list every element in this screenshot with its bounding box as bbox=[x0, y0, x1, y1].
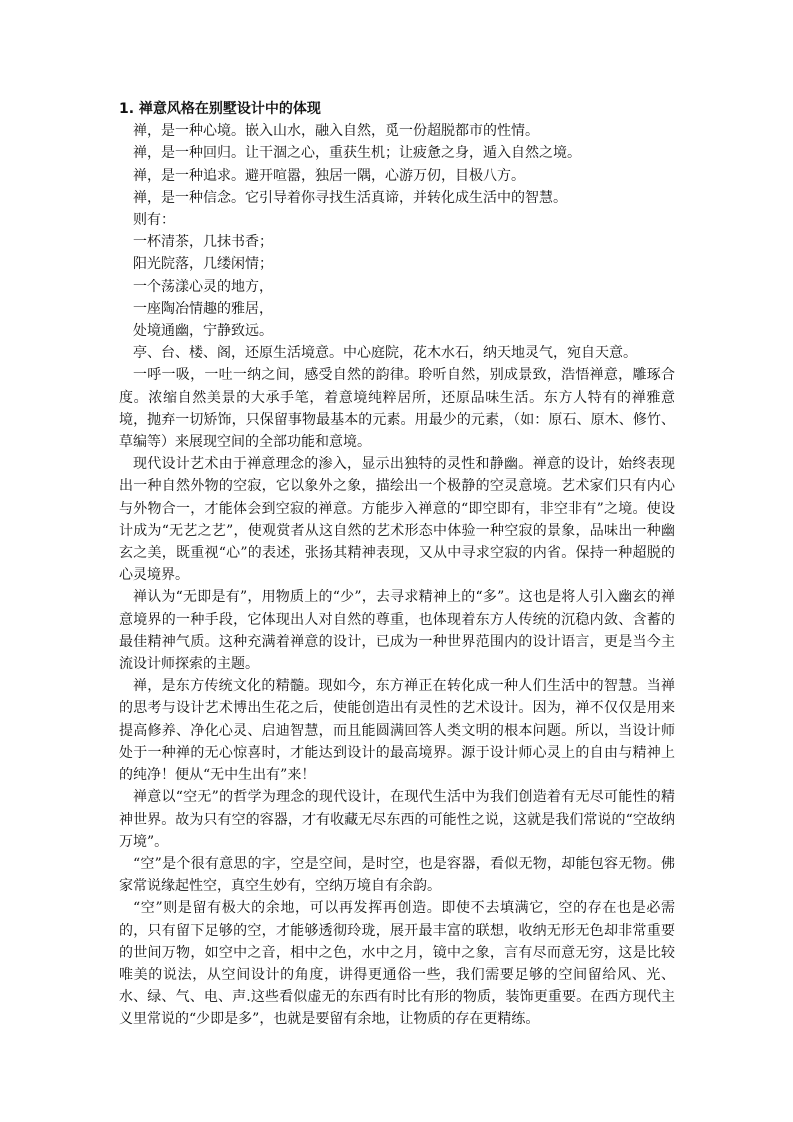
paragraph-kong-zi: “空”是个很有意思的字，空是空间，是时空，也是容器，看似无物，却能包容无物。佛家常说缘起性空，真空生妙有，空纳万境自有余韵。 bbox=[119, 855, 675, 895]
paragraph-kongwu: 禅意以“空无”的哲学为理念的现代设计，在现代生活中为我们创造着有无尽可能性的精神世界。故为只有空的容器，才有收藏无尽东西的可能性之说，这就是我们常说的“空故纳万境”。 bbox=[119, 789, 675, 850]
verse-line-2: 阳光院落，几缕闲情； bbox=[133, 256, 273, 273]
paragraph-liuyou-yudi: “空”则是留有极大的余地，可以再发挥再创造。即使不去填满它，空的存在也是必需的，只有留下足够的空，才能够透彻玲珑，展开最丰富的联想，收纳无形无色却非常重要的世间万物，如空中之音，相中之色，水中之月，镜中之象，言有尽而意无穷，这是比较唯美的说法，从空间设计的角度，讲得更通俗一些，我们需要足够的空间留给风、光、水、绿、气、电、声.这些看似虚无的东西有时比有形的物质，装饰更重要。在西方现代主义里常说的“少即是多”，也就是要留有余地，让物质的存在更精练。 bbox=[119, 900, 675, 1028]
paragraph-tingtai: 亭、台、楼、阁，还原生活境意。中心庭院，花木水石，纳天地灵气，宛自天意。 bbox=[133, 345, 637, 362]
document-page bbox=[119, 98, 675, 1031]
paragraph-dongfang-chuantong: 禅，是东方传统文化的精髓。现如今，东方禅正在转化成一种人们生活中的智慧。当禅的思考与设计艺术博出生花之后，使能创造出有灵性的艺术设计。因为，禅不仅仅是用来提高修养、净化心灵、启迪智慧，而且能圆满回答人类文明的根本问题。所以，当设计师处于一种禅的无心惊喜时，才能达到设计的最高境界。源于设计师心灵上的自由与精神上的纯净！便从“无中生出有”来！ bbox=[119, 678, 675, 784]
paragraph-zeyou: 则有： bbox=[133, 212, 175, 229]
section-heading: 1. 禅意风格在别墅设计中的体现 bbox=[119, 101, 321, 117]
verse-line-1: 一杯清茶，几抹书香； bbox=[133, 234, 273, 251]
paragraph-chan-xinjing: 禅，是一种心境。嵌入山水，融入自然，觅一份超脱都市的性情。 bbox=[133, 123, 539, 140]
paragraph-wu-ji-shi-you: 禅认为“无即是有”，用物质上的“少”，去寻求精神上的“多”。这也是将人引入幽玄的禅意境界的一种手段，它体现出人对自然的尊重，也体现着东方人传统的沉稳内敛、含蓄的最佳精神气质。这种充满着禅意的设计，已成为一种世界范围内的设计语言，更是当今主流设计师探索的主题。 bbox=[119, 589, 675, 673]
paragraph-chan-xinnian: 禅，是一种信念。它引导着你寻找生活真谛，并转化成生活中的智慧。 bbox=[133, 189, 567, 206]
paragraph-yihuyixi: 一呼一吸，一吐一纳之间，感受自然的韵律。聆听自然，别成景致，浩悟禅意，雕琢合度。浓缩自然美景的大承手笔，着意境纯粹居所，还原品味生活。东方人特有的禅雅意境，抛弃一切矫饰，只保留事物最基本的元素。用最少的元素，（如：原石、原木、修竹、草编等）来展现空间的全部功能和意境。 bbox=[119, 367, 675, 451]
verse-line-4: 一座陶冶情趣的雅居， bbox=[133, 300, 273, 317]
paragraph-xiandai-sheji: 现代设计艺术由于禅意理念的渗入，显示出独特的灵性和静幽。禅意的设计，始终表现出一种自然外物的空寂，它以象外之象，描绘出一个极静的空灵意境。艺术家们只有内心与外物合一，才能体会到空寂的禅意。方能步入禅意的“即空即有，非空非有”之境。使设计成为“无艺之艺”，使观赏者从这自然的艺术形态中体验一种空寂的景象，品味出一种幽玄之美，既重视“心”的表述，张扬其精神表现，又从中寻求空寂的内省。保持一种超脱的心灵境界。 bbox=[119, 456, 675, 584]
verse-line-3: 一个荡漾心灵的地方， bbox=[133, 278, 273, 295]
paragraph-chan-huigui: 禅，是一种回归。让干涸之心，重获生机；让疲惫之身，遁入自然之境。 bbox=[133, 145, 581, 162]
verse-line-5: 处境通幽，宁静致远。 bbox=[133, 323, 273, 340]
paragraph-chan-zhuiqiu: 禅，是一种追求。避开喧嚣，独居一隅，心游万仞，目极八方。 bbox=[133, 167, 525, 184]
